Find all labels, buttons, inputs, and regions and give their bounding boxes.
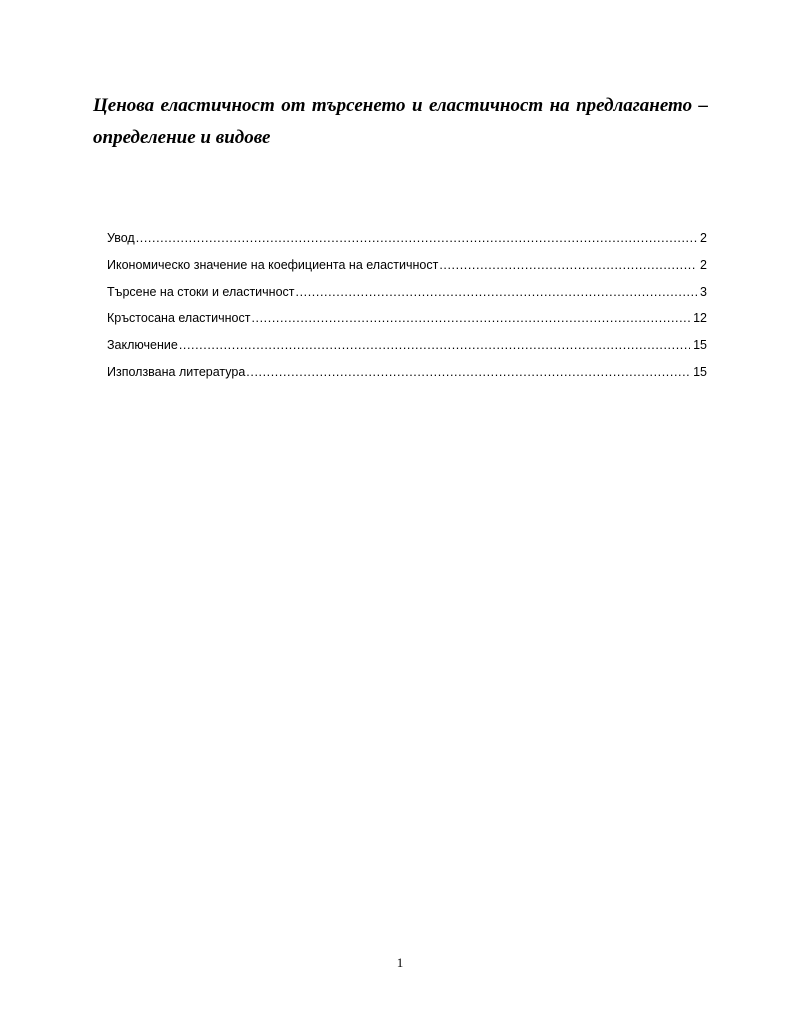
toc-entry-page: 12 (693, 311, 707, 326)
toc-entry[interactable] (107, 282, 707, 309)
toc-dot-leader (246, 362, 690, 382)
toc-entry-label: Търсене на стоки и еластичност (107, 284, 295, 299)
toc-entry-label: Използвана литература (107, 364, 246, 379)
toc-dot-leader (251, 308, 690, 328)
toc-entry-label: Кръстосана еластичност (107, 311, 251, 326)
table-of-contents (107, 228, 707, 389)
toc-entry[interactable] (107, 308, 707, 335)
toc-dot-leader (136, 228, 697, 248)
toc-entry-page: 15 (693, 364, 707, 379)
toc-entry-label: Увод (107, 231, 135, 245)
toc-entry[interactable] (107, 362, 707, 389)
toc-dot-leader (179, 335, 690, 355)
toc-dot-leader (296, 282, 698, 302)
toc-entry-label: Заключение (107, 338, 178, 353)
page-number: 1 (396, 955, 404, 970)
toc-entry[interactable] (107, 228, 707, 255)
toc-dot-leader (439, 255, 697, 275)
toc-entry-page: 15 (693, 338, 707, 353)
toc-entry[interactable] (107, 255, 707, 282)
toc-entry[interactable] (107, 335, 707, 362)
toc-entry-page: 2 (700, 257, 707, 272)
toc-entry-label: Икономическо значение на коефициента на еластичност (107, 257, 439, 272)
toc-entry-page: 3 (700, 284, 707, 299)
toc-entry-page: 2 (700, 231, 707, 245)
document-title: Ценова еластичност от търсенето и еластичност на предлагането – определение и видове (93, 95, 708, 148)
